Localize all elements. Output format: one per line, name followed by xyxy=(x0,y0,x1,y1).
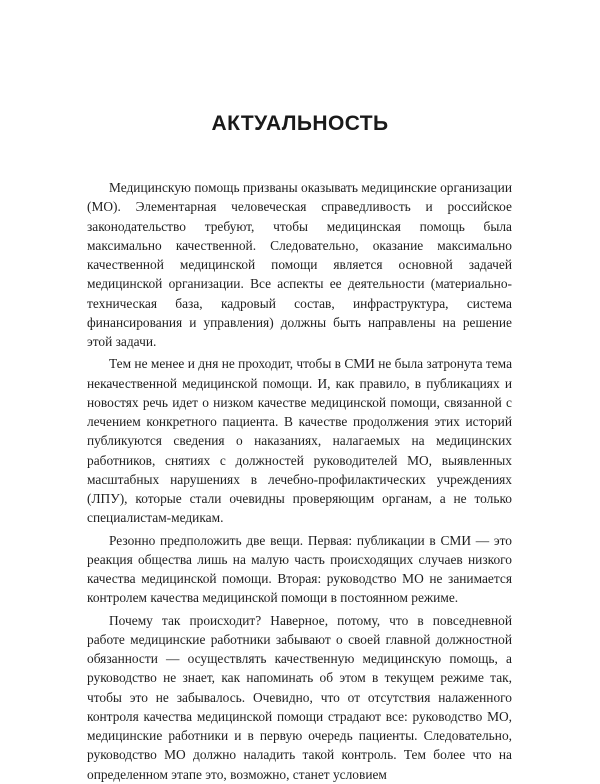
paragraph-4: Почему так происходит? Наверное, потому, что в повседневной работе медицинские работники забывают о своей главной должностной обязанности — осуществлять качественную медицинскую помощь, а руководство не знает, как напоминать об этом в текущем режиме так, чтобы это не забывалось. Очевидно, что от отсутствия налаженного контроля качества медицинской помощи страдают все: руководство МО, медицинские работники и в первую очередь пациенты. Следовательно, руководство МО должно наладить такой контроль. Тем более что на определенном этапе это, возможно, станет условием xyxy=(87,612,512,782)
paragraph-1: Медицинскую помощь призваны оказывать медицинские организации (МО). Элементарная человеческая справедливость и российское законодательство требуют, чтобы медицинская помощь была максимально качественной. Следовательно, оказание максимально качественной медицинской помощи является основной задачей медицинской организации. Все аспекты ее деятельности (материально-техническая база, кадровый состав, инфраструктура, система финансирования и управления) должны быть направлены на решение этой задачи. xyxy=(87,180,512,349)
body-text xyxy=(87,178,512,784)
paragraph-2: Тем не менее и дня не проходит, чтобы в СМИ не была затронута тема некачественной медицинской помощи. И, как правило, в публикациях и новостях речь идет о низком качестве медицинской помощи, связанной с лечением конкретного пациента. В качестве продолжения этих историй публикуются сведения о наказаниях, налагаемых на медицинских работников, снятиях с должностей руководителей МО, выявленных масштабных нарушениях в лечебно-профилактических учреждениях (ЛПУ), которые стали очевидны проверяющим органам, а не только специалистам-медикам. xyxy=(87,356,513,526)
paragraph-3: Резонно предположить две вещи. Первая: публикации в СМИ — это реакция общества лишь на малую часть происходящих случаев низкого качества медицинской помощи. Вторая: руководство МО не занимается контролем качества медицинской помощи в постоянном режиме. xyxy=(87,532,512,606)
page-title: АКТУАЛЬНОСТЬ xyxy=(211,112,389,135)
